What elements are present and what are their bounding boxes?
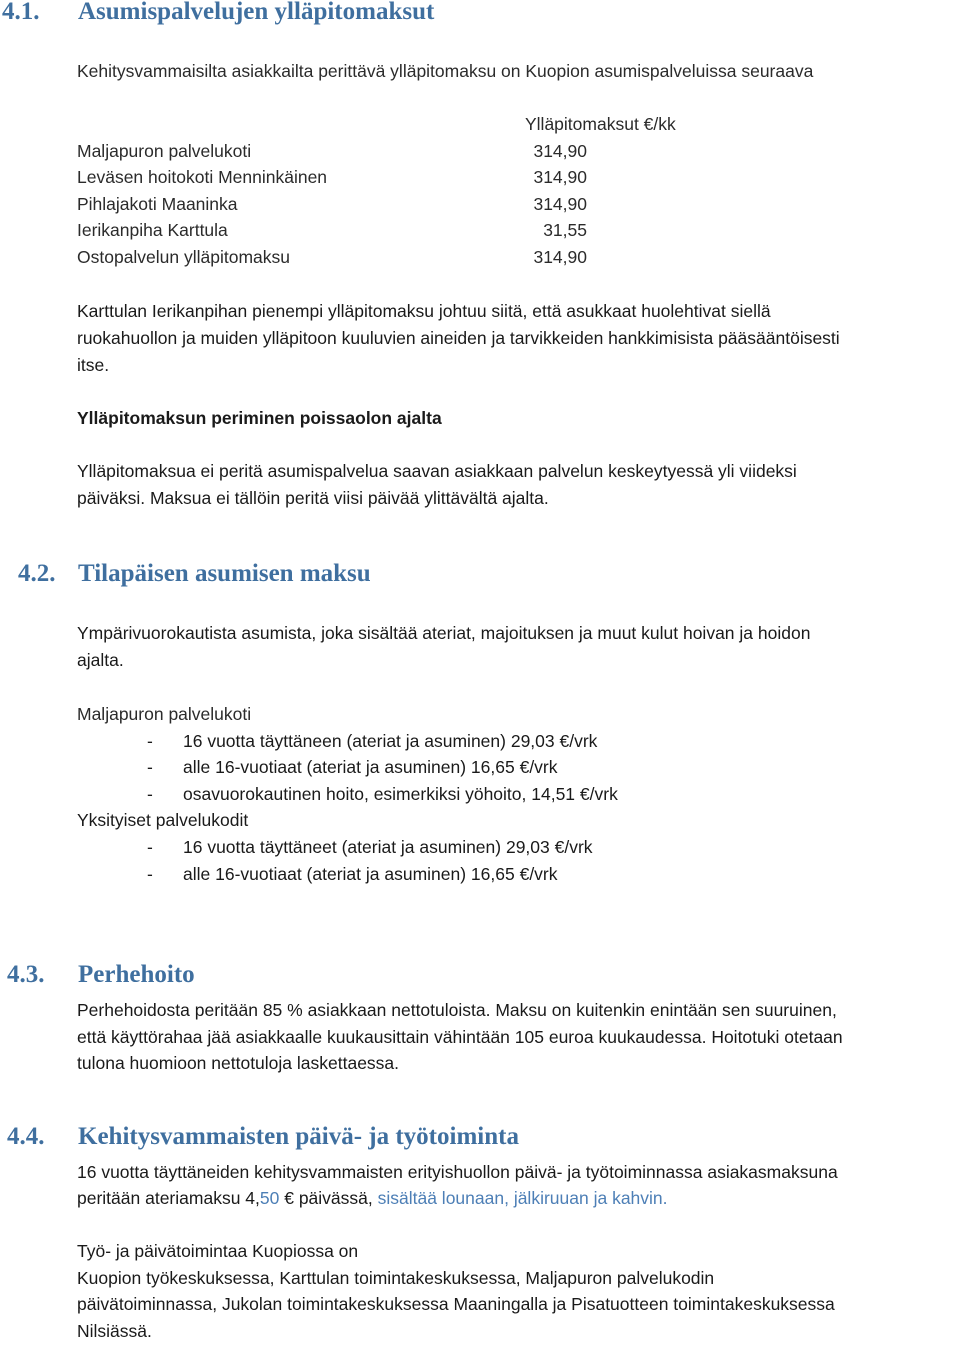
list-dash: - (147, 731, 153, 751)
meal-fee-text: peritään ateriamaksu 4, (77, 1188, 260, 1208)
paragraph-line: päivätoiminnassa, Jukolan toimintakeskuksessa Maaningalla ja Pisatuotteen toimintakeskuksessa (77, 1294, 835, 1314)
section-title: Asumispalvelujen ylläpitomaksut (78, 0, 435, 25)
section-number: 4.2. (18, 560, 56, 587)
list-item-text: 16 vuotta täyttäneen (ateriat ja asuminen) 29,03 €/vrk (183, 731, 598, 751)
paragraph-line: päiväksi. Maksua ei tällöin peritä viisi päivää ylittävältä ajalta. (77, 488, 549, 508)
section-number: 4.1. (2, 0, 40, 25)
section-number: 4.3. (7, 961, 45, 988)
table-row (77, 244, 597, 270)
paragraph-line: Työ- ja päivätoimintaa Kuopiossa on (77, 1241, 359, 1261)
fee-column-header: Ylläpitomaksut €/kk (525, 114, 676, 134)
table-row (77, 164, 597, 190)
section-title: Perhehoito (78, 961, 195, 988)
table-row (77, 138, 597, 164)
list-dash: - (147, 757, 153, 777)
paragraph-line: Karttulan Ierikanpihan pienempi ylläpitomaksu johtuu siitä, että asukkaat huolehtivat siellä (77, 301, 771, 321)
paragraph-line: ajalta. (77, 650, 124, 670)
section-title: Kehitysvammaisten päivä- ja työtoiminta (78, 1123, 519, 1150)
meal-includes-note: sisältää lounaan, jälkiruuan ja kahvin. (377, 1188, 668, 1208)
paragraph-line: että käyttörahaa jää asiakkaalle kuukausittain vähintään 105 euroa kuukaudessa. Hoitotuki otetaan (77, 1027, 843, 1047)
paragraph-line: tulona huomioon nettotuloja laskettaessa. (77, 1053, 400, 1073)
paragraph-line: Ylläpitomaksua ei peritä asumispalvelua saavan asiakkaan palvelun keskeytyessä yli viideksi (77, 461, 797, 481)
table-row (77, 217, 597, 243)
paragraph-line: Ympärivuorokautista asumista, joka sisältää ateriat, majoituksen ja muut kulut hoivan ja hoidon (77, 623, 811, 643)
list-dash: - (147, 784, 153, 804)
group-title: Maljapuron palvelukoti (77, 704, 252, 724)
paragraph-line: itse. (77, 355, 110, 375)
fee-row-name: Pihlajakoti Maaninka (77, 194, 238, 214)
group-title: Yksityiset palvelukodit (77, 810, 249, 830)
fee-row-value: 314,90 (533, 194, 587, 214)
paragraph-line: ruokahuollon ja muiden ylläpitoon kuuluvien aineiden ja tarvikkeiden hankkimisista pääsääntöisesti (77, 328, 840, 348)
subheading: Ylläpitomaksun periminen poissaolon ajalta (77, 408, 442, 428)
fee-row-name: Ierikanpiha Karttula (77, 220, 228, 240)
paragraph-line: 16 vuotta täyttäneiden kehitysvammaisten erityishuollon päivä- ja työtoiminnassa asiakasmaksuna (77, 1162, 838, 1182)
list-dash: - (147, 864, 153, 884)
section-number: 4.4. (7, 1123, 45, 1150)
meal-fee-cents: 50 (259, 1188, 280, 1208)
meal-fee-unit: € päivässä, (279, 1188, 378, 1208)
list-item-text: 16 vuotta täyttäneet (ateriat ja asuminen) 29,03 €/vrk (183, 837, 593, 857)
table-row (77, 191, 597, 217)
paragraph-line (77, 1185, 668, 1212)
fee-row-name: Ostopalvelun ylläpitomaksu (77, 247, 291, 267)
fee-row-value: 31,55 (543, 220, 587, 240)
fee-row-value: 314,90 (533, 141, 587, 161)
list-item-text: alle 16-vuotiaat (ateriat ja asuminen) 16,65 €/vrk (183, 757, 558, 777)
fee-row-value: 314,90 (533, 247, 587, 267)
paragraph-line: Nilsiässä. (77, 1321, 152, 1341)
paragraph-line: Perhehoidosta peritään 85 % asiakkaan nettotuloista. Maksu on kuitenkin enintään sen suuruinen, (77, 1000, 837, 1020)
fee-row-name: Maljapuron palvelukoti (77, 141, 252, 161)
section-title: Tilapäisen asumisen maksu (78, 560, 371, 587)
list-item-text: alle 16-vuotiaat (ateriat ja asuminen) 16,65 €/vrk (183, 864, 558, 884)
fee-row-value: 314,90 (533, 167, 587, 187)
intro-text: Kehitysvammaisilta asiakkailta perittävä ylläpitomaksu on Kuopion asumispalveluissa seuraava (77, 61, 814, 81)
fee-row-name: Leväsen hoitokoti Menninkäinen (77, 167, 328, 187)
list-item-text: osavuorokautinen hoito, esimerkiksi yöhoito, 14,51 €/vrk (183, 784, 618, 804)
list-dash: - (147, 837, 153, 857)
paragraph-line: Kuopion työkeskuksessa, Karttulan toimintakeskuksessa, Maljapuron palvelukodin (77, 1268, 715, 1288)
